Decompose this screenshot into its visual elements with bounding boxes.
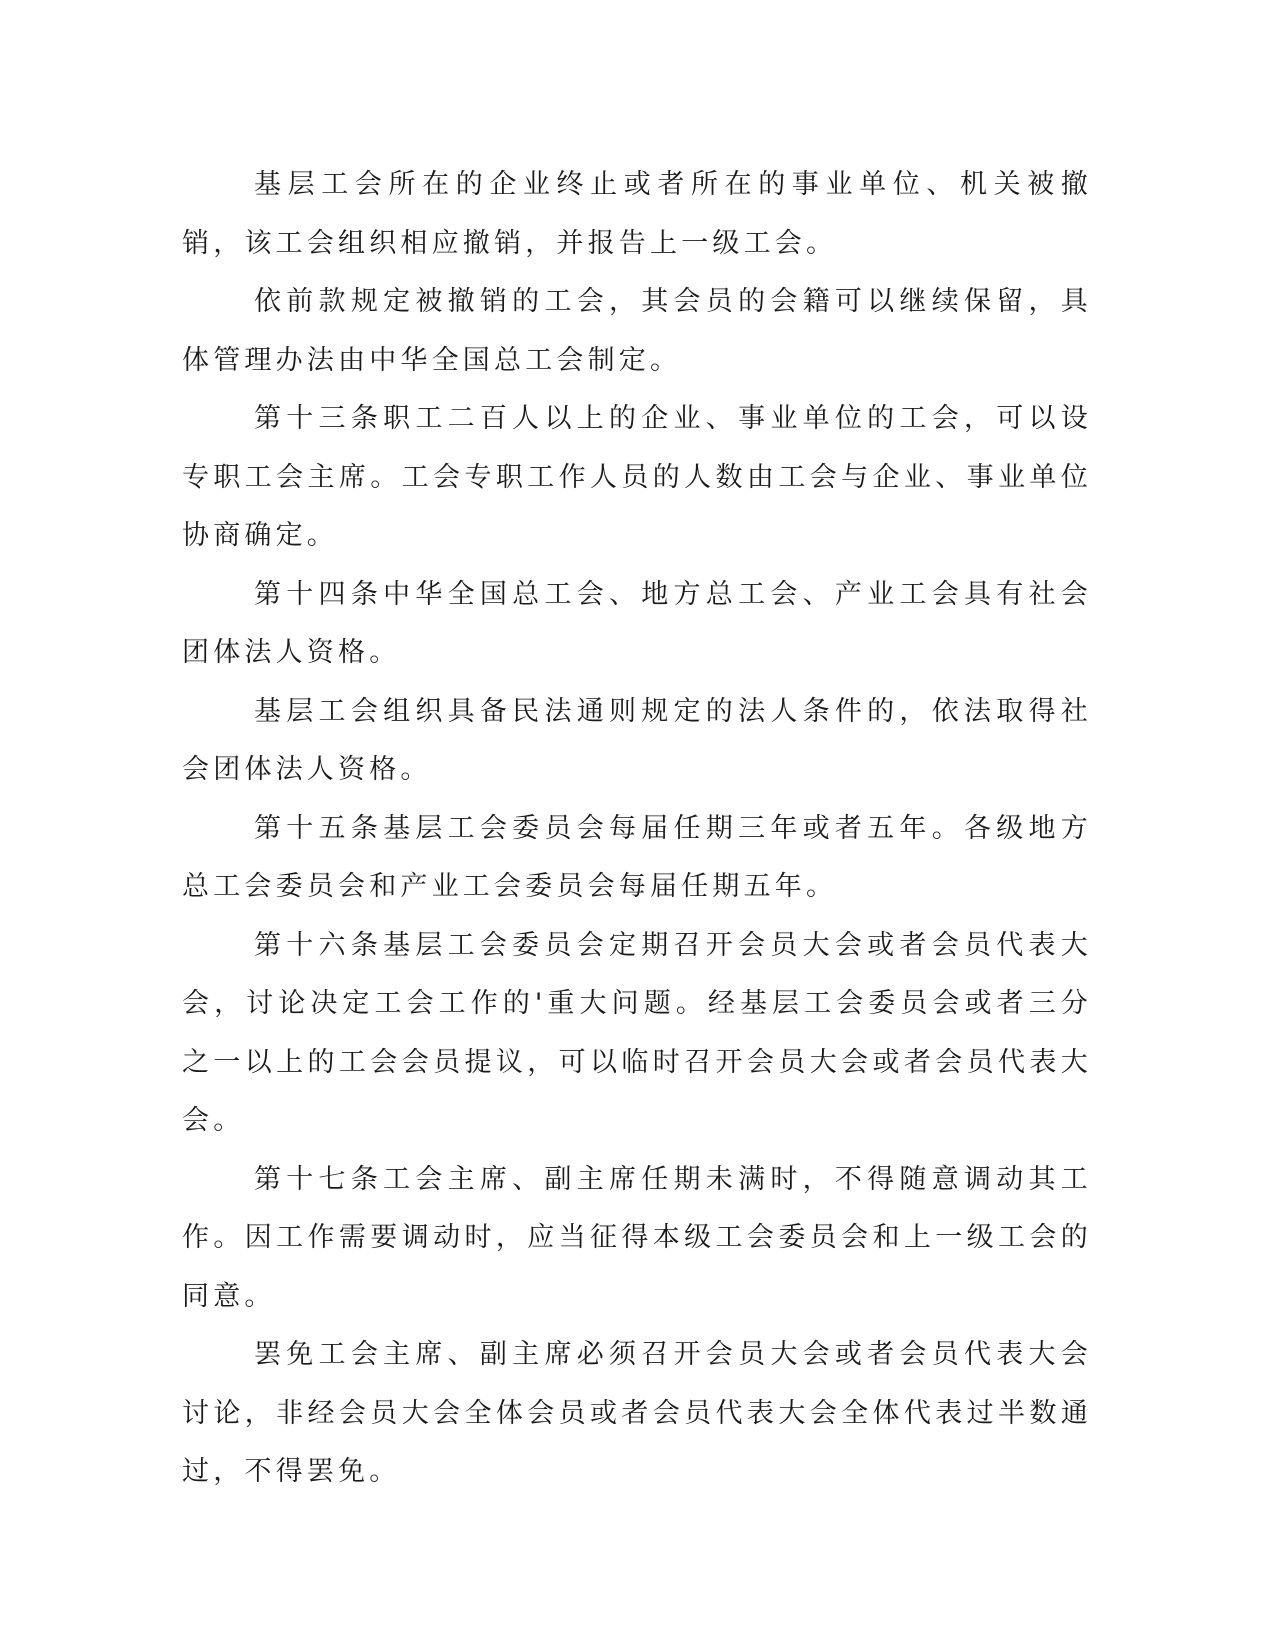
paragraph-article-13: 第十三条职工二百人以上的企业、事业单位的工会，可以设专职工会主席。工会专职工作人员的人数由工会与企业、事业单位协商确定。 [182, 403, 1092, 551]
paragraph-2: 依前款规定被撤销的工会，其会员的会籍可以继续保留，具体管理办法由中华全国总工会制定。 [182, 286, 1092, 376]
paragraph-article-14: 第十四条中华全国总工会、地方总工会、产业工会具有社会团体法人资格。 [182, 578, 1092, 668]
paragraph-9: 罢免工会主席、副主席必须召开会员大会或者会员代表大会讨论，非经会员大会全体会员或者会员代表大会全体代表过半数通过，不得罢免。 [182, 1339, 1092, 1487]
document-body [182, 156, 1092, 1502]
paragraph-1: 基层工会所在的企业终止或者所在的事业单位、机关被撤销，该工会组织相应撤销，并报告上一级工会。 [182, 169, 1092, 259]
paragraph-article-16: 第十六条基层工会委员会定期召开会员大会或者会员代表大会，讨论决定工会工作的'重大问题。经基层工会委员会或者三分之一以上的工会会员提议，可以临时召开会员大会或者会员代表大会。 [182, 929, 1092, 1136]
paragraph-5: 基层工会组织具备民法通则规定的法人条件的，依法取得社会团体法人资格。 [182, 695, 1092, 785]
paragraph-article-17: 第十七条工会主席、副主席任期未满时，不得随意调动其工作。因工作需要调动时，应当征得本级工会委员会和上一级工会的同意。 [182, 1163, 1092, 1312]
paragraph-article-15: 第十五条基层工会委员会每届任期三年或者五年。各级地方总工会委员会和产业工会委员会每届任期五年。 [182, 812, 1092, 902]
